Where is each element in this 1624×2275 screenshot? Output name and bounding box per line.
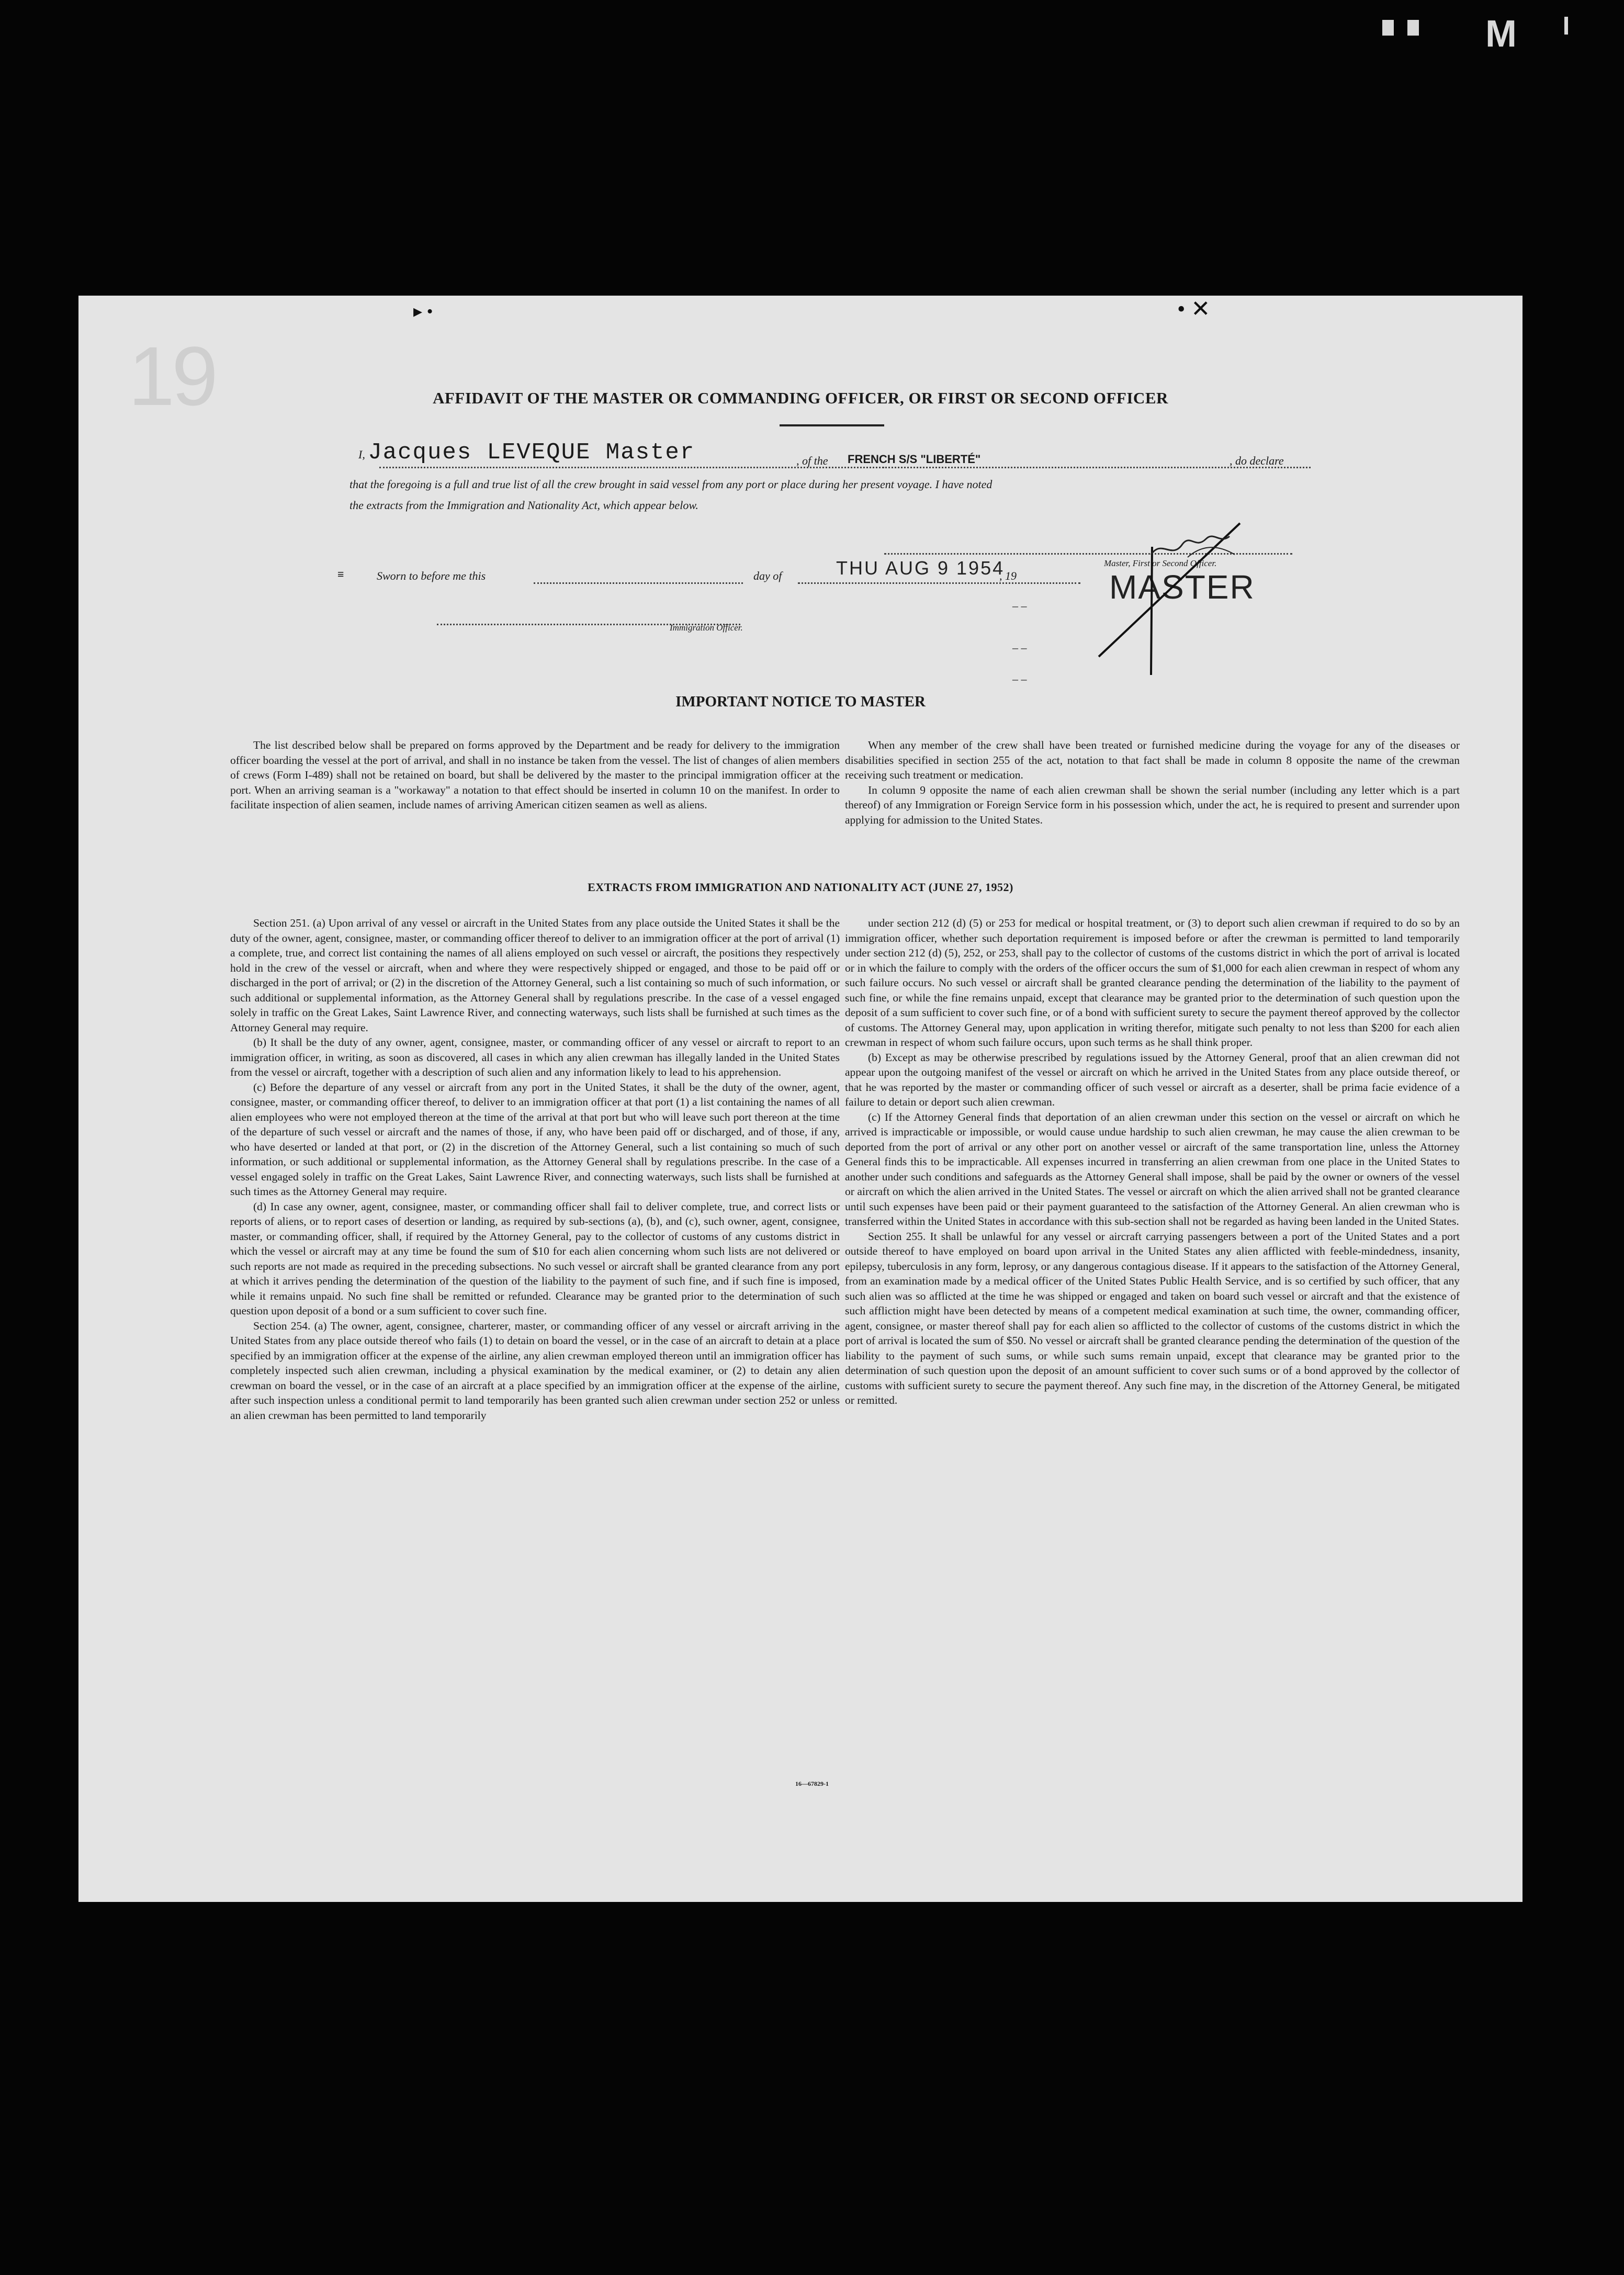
of-the-label: , of the xyxy=(796,454,828,467)
extract-paragraph: (d) In case any owner, agent, consignee, master, or commanding officer shall fail to deliver complete, true, and correct lists or reports of aliens, or to report cases of desertion or landing, as required by sub-sections (a), (b), and (c), such owner, agent, consignee, master, or commanding officer, shall, if required by the Attorney General, pay to the collector of customs of any customs district in which the vessel or aircraft may at any time be found the sum of $10 for each alien concerning whom such lists are not delivered or such reports are not made as required in the preceding subsections. No such vessel or aircraft shall be granted clearance from any port at which it arrives pending the determination of the question of the liability to the payment of such fine, and if such fine is imposed, while it remains unpaid. No such fine shall be remitted or refunded. Clearance may be granted prior to the determination of such question upon deposit of a bond or a sum sufficient to cover such fine. xyxy=(230,1200,840,1317)
declaration-prefix: I, xyxy=(358,448,365,461)
margin-dash-mark: – – xyxy=(1012,641,1027,654)
extract-paragraph: Section 255. It shall be unlawful for any vessel or aircraft carrying passengers between a port of the United States and a port outside thereof to have employed on board upon arrival in the United States any alien afflicted with feeble-mindedness, insanity, epilepsy, tuberculosis in any form, leprosy, or any dangerous contagious disease. If it appears to the satisfaction of the Attorney General, from an examination made by a medical officer of the United States Public Health Service, and is so certified by such officer, that any such alien was so afflicted at the time he was shipped or engaged and taken on board such vessel or aircraft and that the existence of such affliction might have been detected by means of a competent medical examination at such time, the owner, commanding officer, agent, consignee, or master thereof shall pay for each alien so afflicted to the collector of customs of the customs district in which the port of arrival is located the sum of $50. No vessel or aircraft shall be granted clearance pending the determination of the question of the liability to the payment of such sums, or while such sums remain unpaid, except that clearance may be granted prior to the determination of such question upon the deposit of an amount sufficient to cover such sums or of a bond approved by the collector of customs with sufficient surety to secure the payment thereof. Any such fine may, in the discretion of the Attorney General, be mitigated or remitted. xyxy=(845,1230,1460,1406)
date-dotted-line xyxy=(798,582,1080,584)
extract-paragraph: (c) If the Attorney General finds that deportation of an alien crewman under this section on the vessel or aircraft on which he arrived is impracticable or impossible, or would cause undue hardship to such alien crewman, he may cause the alien crewman to be deported from the port of arrival or any other port on another vessel or aircraft of the same transportation line, unless the Attorney General finds this to be impracticable. All expenses incurred in transferring an alien crewman from one place in the United States to another under such conditions and safeguards as the Attorney General shall impose, shall be paid by the owner or owners of the vessel or aircraft on which the alien arrived in the United States. The vessel or aircraft on which the alien arrived shall not be granted clearance until such expenses have been paid or their payment guaranteed to the satisfaction of the Attorney General. An alien crewman who is transferred within the United States in accordance with this sub-section shall not be regarded as having been landed in the United States. xyxy=(845,1110,1460,1227)
sworn-label: Sworn to before me this xyxy=(377,569,486,582)
year-suffix: , 19 xyxy=(999,569,1017,582)
margin-dash-mark: – – xyxy=(1012,672,1027,685)
affidavit-title: AFFIDAVIT OF THE MASTER OR COMMANDING OFFICER, OR FIRST OR SECOND OFFICER xyxy=(433,389,1168,407)
top-edge-mark: ▸ • xyxy=(413,302,433,321)
document-page xyxy=(78,296,1522,1902)
extract-paragraph: (b) It shall be the duty of any owner, agent, consignee, master, or commanding officer of any vessel or aircraft to report to an immigration officer, in writing, as soon as discovered, all cases in which any alien crewman has illegally landed in the United States from the vessel or aircraft, together with a description of such alien and any information likely to lead to his apprehension. xyxy=(230,1036,840,1078)
film-edge-mark xyxy=(1382,20,1394,36)
notice-left-paragraph: The list described below shall be prepared on forms approved by the Department and be ready for delivery to the immigration officer boarding the vessel at the port of arrival, and shall in no instance be taken from the vessel. The list of changes of alien members of crews (Form I-489) shall not be retained on board, but shall be delivered by the master to the principal immigration officer at the port. When an arriving seaman is a "workaway" a notation to that effect should be inserted in column 10 on the manifest. In order to facilitate inspection of alien seamen, include names of arriving American citizen seamen as well as aliens. xyxy=(230,739,840,811)
extract-paragraph: Section 251. (a) Upon arrival of any vessel or aircraft in the United States from any place outside the United States it shall be the duty of the owner, agent, consignee, master, or commanding officer thereof to deliver to an immigration officer at the port of arrival (1) a complete, true, and correct list containing the names of all aliens employed on such vessel or aircraft, the positions they respectively hold in the crew of the vessel or aircraft, when and where they were respectively shipped or engaged, and those to be paid off or discharged in the port of arrival; or (2) in the discretion of the Attorney General, such a list containing so much of such information, or such additional or supplemental information, as the Attorney General shall by regulations prescribe. In the case of a vessel engaged solely in traffic on the Great Lakes, Saint Lawrence River, and connecting waterways, such lists shall be furnished at such times as the Attorney General may require. xyxy=(230,917,840,1034)
extracts-right-column xyxy=(845,916,1460,1408)
day-of-label: day of xyxy=(753,569,782,582)
notice-title: IMPORTANT NOTICE TO MASTER xyxy=(675,693,926,710)
declaration-line-2: that the foregoing is a full and true list of all the crew brought in said vessel from any port or place during her present voyage. I have noted xyxy=(349,478,993,491)
sworn-dotted-line xyxy=(534,582,743,584)
form-number: 16—67829-1 xyxy=(795,1780,829,1787)
film-corner-letter: M xyxy=(1485,13,1517,55)
officer-caption: Immigration Officer. xyxy=(670,623,743,633)
sworn-prefix-mark: ≡ xyxy=(337,568,344,581)
master-name: Jacques LEVEQUE Master xyxy=(368,440,695,466)
vessel-name: FRENCH S/S "LIBERTÉ" xyxy=(848,453,981,466)
do-declare-label: , do declare xyxy=(1230,454,1284,467)
extracts-left-column xyxy=(230,916,840,1423)
master-stamp: MASTER xyxy=(1109,568,1255,606)
signature-mark xyxy=(1083,508,1271,675)
margin-dash-mark: – – xyxy=(1012,599,1027,612)
extract-paragraph: (b) Except as may be otherwise prescribed by regulations issued by the Attorney General, proof that an alien crewman did not appear upon the outgoing manifest of the vessel or aircraft on which he arrived in the United States from any place outside thereof, or that he was reported by the master or commanding officer of such vessel or aircraft as a deserter, shall be prima facie evidence of a failure to detain or deport such alien crewman. xyxy=(845,1051,1460,1108)
extracts-title: EXTRACTS FROM IMMIGRATION AND NATIONALITY ACT (JUNE 27, 1952) xyxy=(588,881,1013,894)
extract-paragraph: Section 254. (a) The owner, agent, consignee, charterer, master, or commanding officer of any vessel or aircraft arriving in the United States from any place outside thereof who fails (1) to detain on board the vessel, or in the case of an aircraft to detain at a place specified by an immigration officer at the expense of the airline, any alien crewman employed thereon until an immigration officer has completely inspected such alien crewman, including a physical examination by the medical examiner, or (2) to detain any alien crewman on board the vessel, or in the case of an aircraft at a place specified by an immigration officer at the expense of the airline, after such inspection unless a conditional permit to land temporarily has been granted such alien crewman under section 252 or unless an alien crewman has been permitted to land temporarily xyxy=(230,1319,840,1422)
notice-right-column xyxy=(845,738,1460,827)
title-rule xyxy=(780,424,884,426)
declaration-line-3: the extracts from the Immigration and Nationality Act, which appear below. xyxy=(349,499,698,512)
notice-right-paragraph-1: When any member of the crew shall have been treated or furnished medicine during the voyage for any of the diseases or disabilities specified in section 255 of the act, notation to that fact shall be made in column 8 opposite the name of the crewman receiving such treatment or medication. xyxy=(845,739,1460,781)
extract-paragraph: (c) Before the departure of any vessel or aircraft from any port in the United States, it shall be the duty of the owner, agent, consignee, master, or commanding officer thereof, to deliver to an immigration officer at that port (1) a list containing the names of all alien employees who were not employed thereon at the time of the arrival at that port but who will leave such port thereon at the time of the departure of such vessel or aircraft and the names of those, if any, who have been paid off or discharged, and of those, if any, who have deserted or landed at that port, or (2) in the discretion of the Attorney General, such a list containing so much of such information, or such additional or supplemental information, as the Attorney General shall by regulations prescribe. In the case of a vessel engaged solely in traffic on the Great Lakes, Saint Lawrence River, and connecting waterways, such lists shall be furnished at such times as the Attorney General may require. xyxy=(230,1080,840,1198)
notice-left-column xyxy=(230,738,840,813)
faded-margin-mark: 19 xyxy=(128,329,215,423)
date-stamp: THU AUG 9 1954 xyxy=(836,557,1005,579)
film-edge-mark xyxy=(1564,17,1568,35)
declaration-line xyxy=(358,440,695,466)
top-edge-mark: • ✕ xyxy=(1177,296,1211,322)
film-edge-mark xyxy=(1407,20,1419,36)
extract-paragraph: under section 212 (d) (5) or 253 for medical or hospital treatment, or (3) to deport such alien crewman if required to do so by an immigration officer, whether such deportation requirement is imposed before or after the crewman is permitted to land temporarily under section 212 (d) (5), 252, or 253, shall pay to the collector of customs of the customs district in which the port of arrival is located or in which the failure to comply with the orders of the officer occurs the sum of $1,000 for each alien crewman in respect of whom any such failure occurs. No such vessel or aircraft shall be granted clearance pending the determination of the liability to the payment of such fine, or while the fine remains unpaid, except that clearance may be granted prior to the determination of such question upon the deposit of a sum sufficient to cover such fine, or of a bond with sufficient surety to secure the payment thereof approved by the collector of customs. The Attorney General may, upon application in writing therefor, mitigate such penalty to not less than $200 for each alien crewman in respect of whom such failure occurs, upon such terms as he shall think proper. xyxy=(845,917,1460,1049)
master-caption: Master, First or Second Officer. xyxy=(1104,558,1217,568)
notice-right-paragraph-2: In column 9 opposite the name of each alien crewman shall be shown the serial number (including any letter which is a part thereof) of any Immigration or Foreign Service form in his possession which, under the act, he is required to present and surrender upon applying for admission to the United States. xyxy=(845,783,1460,826)
